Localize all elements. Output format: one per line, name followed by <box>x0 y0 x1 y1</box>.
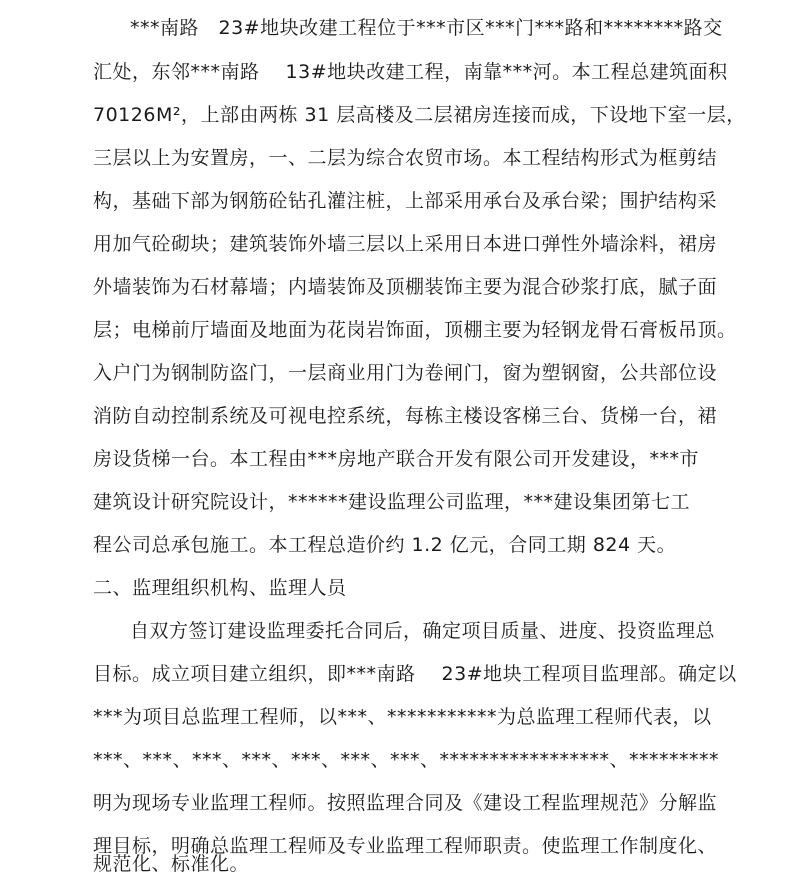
paragraph1-line-5: 构，基础下部为钢筋砼钻孔灌注桩，上部采用承台及承台梁；围护结构采 <box>93 190 718 212</box>
paragraph2-line-1: 自双方签订建设监理委托合同后，确定项目质量、进度、投资监理总 <box>130 620 716 642</box>
paragraph1-line-1: ***南路 23#地块改建工程位于***市区***门***路和********路交 <box>130 17 723 39</box>
paragraph1-line-4: 三层以上为安置房，一、二层为综合农贸市场。本工程结构形式为框剪结 <box>93 147 718 169</box>
paragraph1-line-13: 程公司总承包施工。本工程总造价约 1.2 亿元，合同工期 824 天。 <box>93 534 677 556</box>
paragraph2-line-5: 明为现场专业监理工程师。按照监理合同及《建设工程监理规范》分解监 <box>93 792 718 814</box>
paragraph2-line-2: 目标。成立项目建立组织，即***南路 23#地块工程项目监理部。确定以 <box>93 663 737 685</box>
paragraph1-line-7: 外墙装饰为石材幕墙；内墙装饰及顶棚装饰主要为混合砂浆打底，腻子面 <box>93 276 718 298</box>
paragraph1-line-2: 汇处，东邻***南路 13#地块改建工程，南靠***河。本工程总建筑面积 <box>93 61 728 83</box>
paragraph1-line-3: 70126M²，上部由两栋 31 层高楼及二层裙房连接而成，下设地下室一层， <box>93 104 746 126</box>
section-heading: 二、监理组织机构、监理人员 <box>93 577 347 599</box>
paragraph1-line-10: 消防自动控制系统及可视电控系统，每栋主楼设客梯三台、货梯一台，裙 <box>93 405 718 427</box>
paragraph1-line-8: 层；电梯前厅墙面及地面为花岗岩饰面，顶棚主要为轻钢龙骨石膏板吊顶。 <box>93 319 737 341</box>
paragraph2-line-7: 规范化、标准化。 <box>93 853 250 875</box>
paragraph1-line-6: 用加气砼砌块；建筑装饰外墙三层以上采用日本进口弹性外墙涂料，裙房 <box>93 233 718 255</box>
paragraph1-line-12: 建筑设计研究院设计，******建设监理公司监理，***建设集团第七工 <box>93 491 691 513</box>
paragraph1-line-9: 入户门为钢制防盗门，一层商业用门为卷闸门，窗为塑钢窗，公共部位设 <box>93 362 718 384</box>
paragraph2-line-3: ***为项目总监理工程师，以***、***********为总监理工程师代表，以 <box>93 706 712 728</box>
paragraph2-line-4: ***、***、***、***、***、***、***、*****************、********* <box>93 749 720 771</box>
paragraph2-line-6: 理目标，明确总监理工程师及专业监理工程师职责。使监理工作制度化、 <box>93 835 718 857</box>
paragraph1-line-11: 房设货梯一台。本工程由***房地产联合开发有限公司开发建设，***市 <box>93 448 700 470</box>
